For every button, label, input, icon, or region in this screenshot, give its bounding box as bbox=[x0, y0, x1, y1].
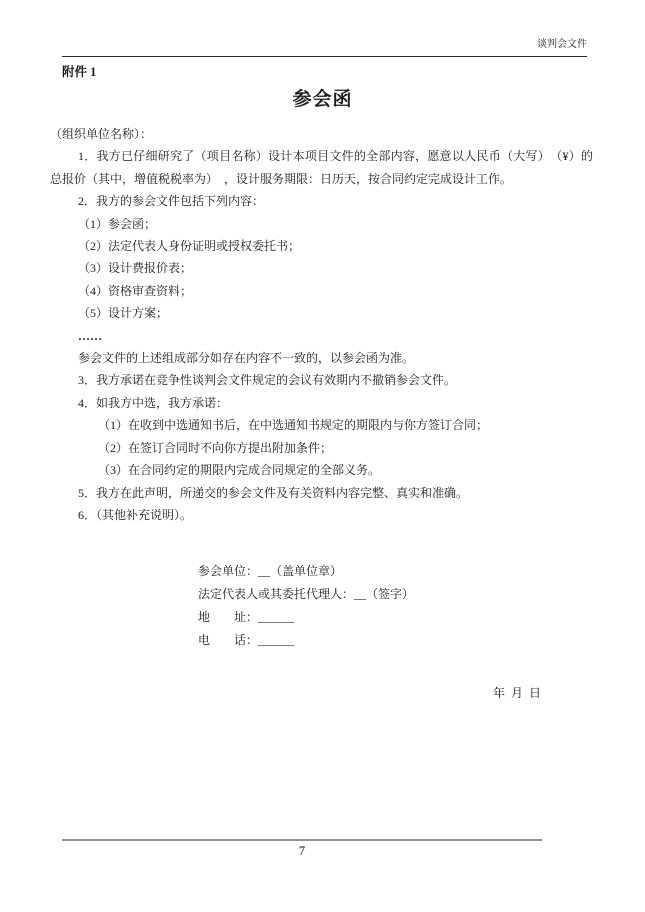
body-paragraph: 5．我方在此声明，所递交的参会文件及有关资料内容完整、真实和准确。 bbox=[78, 485, 469, 500]
body-paragraph: 4．如我方中选，我方承诺： bbox=[78, 395, 229, 410]
fill-in-blank: __ bbox=[354, 587, 367, 602]
body-paragraph: （3）在合同约定的期限内完成合同规定的全部义务。 bbox=[98, 463, 381, 478]
date-line: 年 月 日 bbox=[492, 686, 541, 701]
signature-block bbox=[198, 560, 645, 652]
fill-in-blank: ______ bbox=[258, 633, 295, 648]
document-body bbox=[0, 123, 645, 526]
body-paragraph: （2）法定代表人身份证明或授权委托书； bbox=[78, 239, 301, 254]
body-paragraph: （4）资格审查资料； bbox=[78, 283, 193, 298]
signature-label: 地 址： bbox=[198, 610, 259, 625]
signature-line bbox=[198, 629, 645, 652]
body-paragraph: （3）设计费报价表； bbox=[78, 261, 193, 276]
signature-line bbox=[198, 583, 645, 606]
signature-label: 电 话： bbox=[198, 633, 259, 648]
body-paragraph: （2）在签订合同时不向你方提出附加条件； bbox=[98, 440, 333, 455]
body-paragraph: （5）设计方案； bbox=[78, 306, 169, 321]
signature-line bbox=[198, 606, 645, 629]
body-paragraph: 2．我方的参会文件包括下列内容： bbox=[78, 194, 265, 209]
signature-line bbox=[198, 560, 645, 583]
page-number: 7 bbox=[298, 844, 306, 858]
body-paragraph: （1）在收到中选通知书后，在中选通知书规定的期限内与你方签订合同； bbox=[98, 418, 489, 433]
page-footer bbox=[62, 839, 542, 860]
body-paragraph: 参会文件的上述组成部分如存在内容不一致的，以参会函为准。 bbox=[78, 351, 415, 366]
attachment-label: 附件 1 bbox=[62, 65, 97, 79]
signature-label: 参会单位： bbox=[198, 564, 259, 579]
body-paragraph: …… bbox=[78, 328, 102, 343]
fill-in-blank: ______ bbox=[258, 610, 295, 625]
body-paragraph: （组织单位名称）： bbox=[50, 127, 153, 141]
body-paragraph: 6．（其他补充说明）。 bbox=[78, 507, 193, 522]
body-paragraph: （1）参会函； bbox=[78, 216, 157, 231]
doc-label: 谈判会文件 bbox=[537, 39, 587, 50]
page-title: 参会函 bbox=[292, 89, 353, 110]
signature-label: 法定代表人或其委托代理人： bbox=[198, 587, 355, 602]
signature-suffix: （盖单位章） bbox=[270, 564, 343, 579]
page-header bbox=[62, 38, 587, 57]
signature-suffix: （签字） bbox=[366, 587, 415, 602]
fill-in-blank: __ bbox=[258, 564, 271, 579]
body-paragraph: 1．我方已仔细研究了（项目名称）设计本项目文件的全部内容，愿意以人民币（大写） （¥）的总报价（其中，增值税税率为） ，设计服务期限：日历天，按合同约定完成设计工作。 bbox=[50, 149, 593, 186]
body-paragraph: 3．我方承诺在竞争性谈判会文件规定的会议有效期内不撤销参会文件。 bbox=[78, 373, 457, 388]
